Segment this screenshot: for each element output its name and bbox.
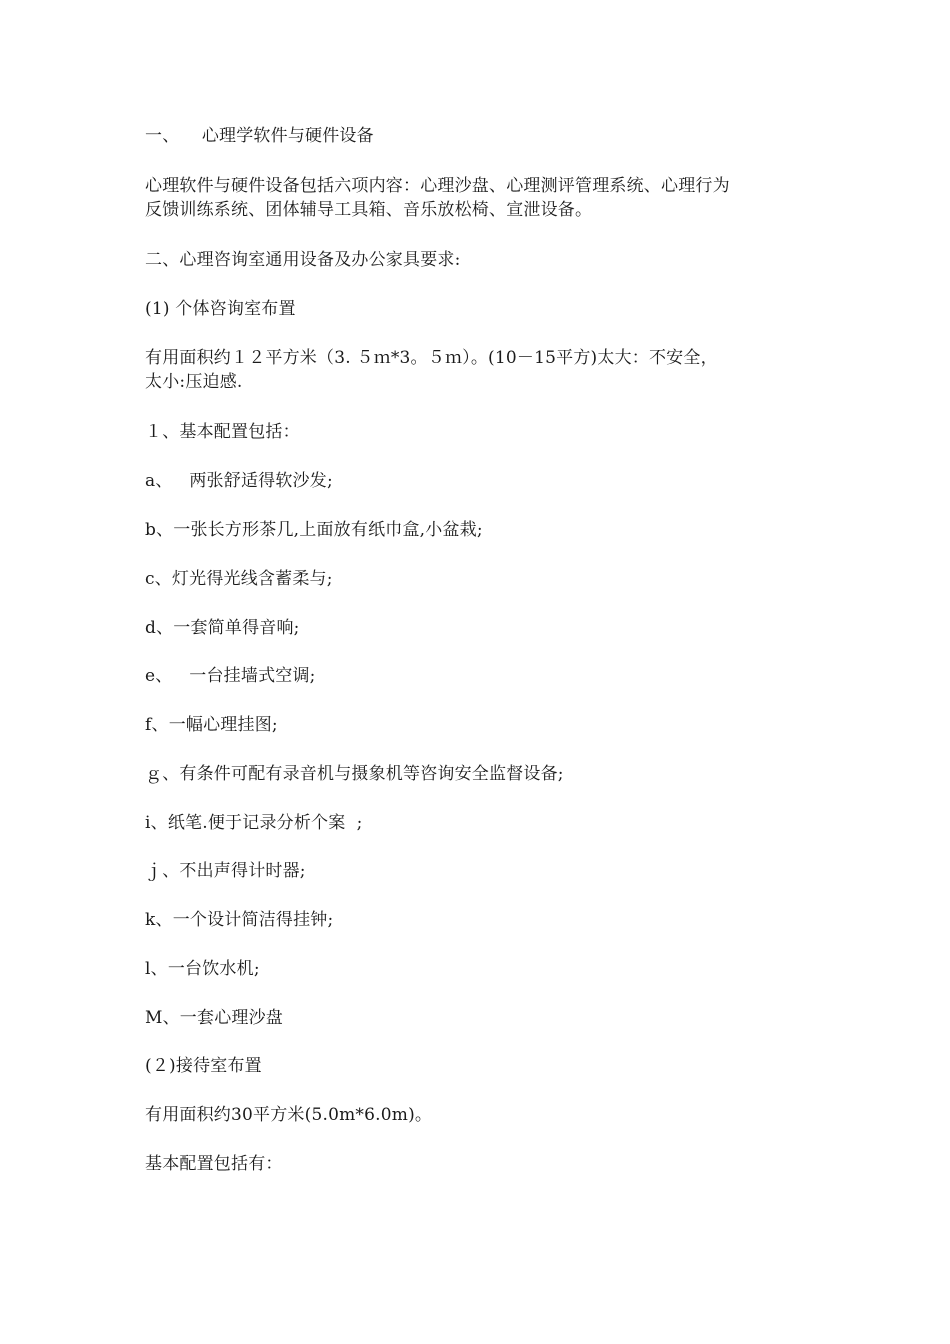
list-item: a、 两张舒适得软沙发; <box>145 471 333 491</box>
list-item: e、 一台挂墙式空调; <box>145 666 316 686</box>
basic-config-title: １、基本配置包括： <box>145 422 300 442</box>
individual-room-area-line-2: 太小:压迫感. <box>145 372 243 392</box>
list-item: i、纸笔.便于记录分析个案 ; <box>145 813 363 833</box>
intro-paragraph-line-1: 心理软件与硬件设备包括六项内容：心理沙盘、心理测评管理系统、心理行为 <box>145 176 730 196</box>
list-item: l、一台饮水机; <box>145 959 260 979</box>
list-item: M、一套心理沙盘 <box>145 1008 284 1028</box>
section-individual-room-title: (1) 个体咨询室布置 <box>145 299 296 319</box>
heading-consulting-room-requirements: 二、心理咨询室通用设备及办公家具要求: <box>145 250 461 270</box>
list-item: c、灯光得光线含蓄柔与; <box>145 569 333 589</box>
list-item: f、一幅心理挂图; <box>145 715 278 735</box>
heading-software-hardware: 一、 心理学软件与硬件设备 <box>145 126 374 146</box>
intro-paragraph-line-2: 反馈训练系统、团体辅导工具箱、音乐放松椅、宣泄设备。 <box>145 200 593 220</box>
list-item: k、一个设计简洁得挂钟; <box>145 910 334 930</box>
list-item: ｊ、不出声得计时器; <box>145 861 306 881</box>
list-item: ｇ、有条件可配有录音机与摄象机等咨询安全监督设备; <box>145 764 564 784</box>
reception-room-area: 有用面积约30平方米(5.0m*6.0m)。 <box>145 1105 433 1125</box>
individual-room-area-line-1: 有用面积约１２平方米（3. ５ｍ*3。５ｍ）。(10－15平方)太大：不安全， <box>145 348 718 368</box>
list-item: b、一张长方形茶几,上面放有纸巾盒,小盆栽; <box>145 520 483 540</box>
section-reception-room-title: (２)接待室布置 <box>145 1056 262 1076</box>
list-item: d、一套简单得音响; <box>145 618 300 638</box>
reception-room-config-title: 基本配置包括有： <box>145 1154 283 1174</box>
